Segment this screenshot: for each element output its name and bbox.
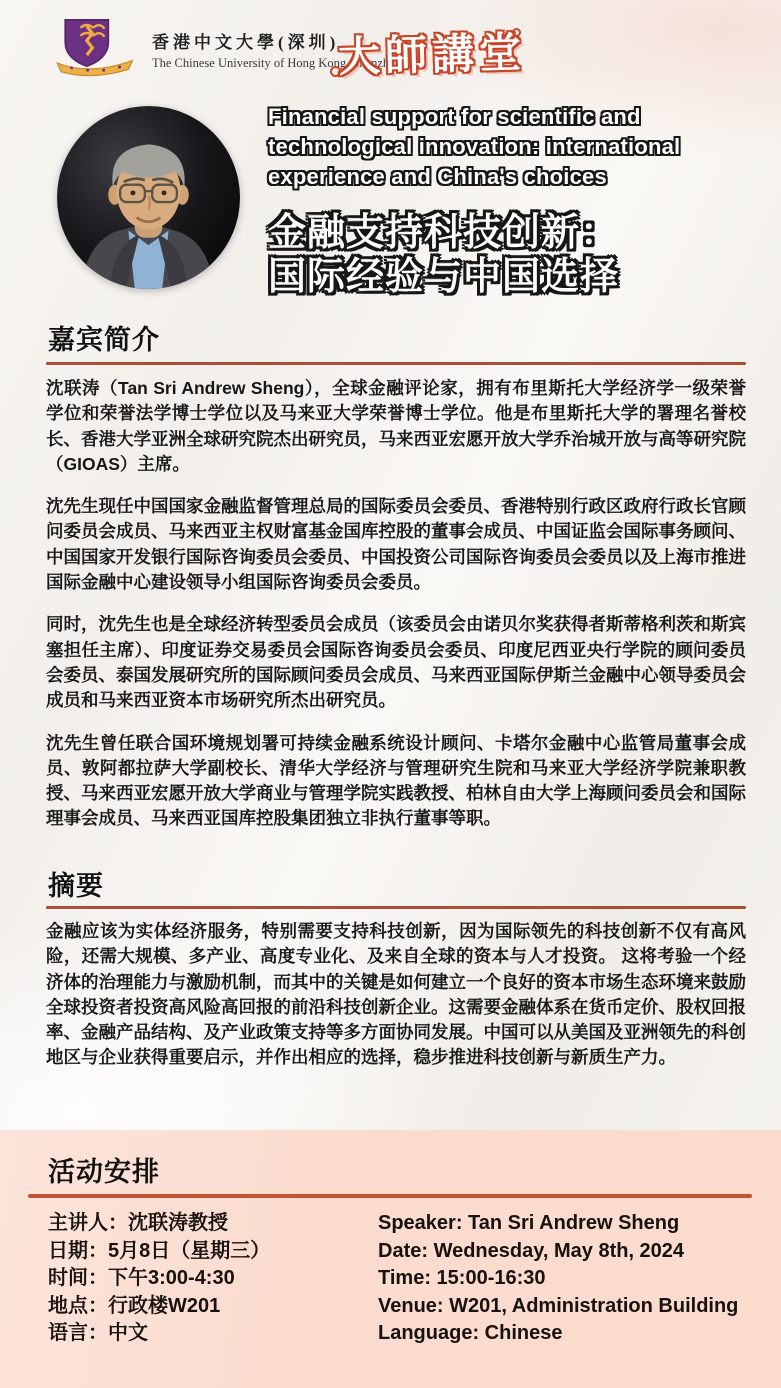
university-name-zh: 香港中文大學(深圳) [152, 33, 340, 52]
schedule-date-en: Date: Wednesday, May 8th, 2024 [378, 1239, 685, 1262]
cuhk-shenzhen-emblem-icon [54, 16, 142, 78]
bio-section-divider [46, 362, 746, 365]
schedule-section-divider [28, 1194, 752, 1198]
master-lecture-series-logo: 大師講堂 [337, 28, 527, 81]
schedule-venue-en: Venue: W201, Administration Building [378, 1294, 739, 1317]
schedule-section-heading: 活动安排 [48, 1157, 160, 1187]
bio-paragraphs [46, 376, 746, 849]
bio-section-heading: 嘉宾简介 [48, 325, 160, 355]
schedule-language-zh: 语言：中文 [48, 1322, 148, 1344]
lecture-title-zh [268, 211, 619, 300]
lecture-title-en [268, 102, 768, 192]
speaker-portrait [57, 106, 240, 289]
schedule-speaker-zh: 主讲人：沈联涛教授 [48, 1212, 228, 1234]
logo-dot-decoration [330, 66, 341, 77]
university-name-en: The Chinese University of Hong Kong, Shenzhen [152, 56, 401, 70]
schedule-details-zh [48, 1210, 270, 1348]
abstract-section-heading: 摘要 [48, 871, 104, 901]
schedule-time-zh: 时间：下午3:00-4:30 [48, 1267, 235, 1289]
title-zh-line: 金融支持科技创新： [268, 212, 620, 254]
title-en-line: technological innovation: international [268, 133, 681, 159]
abstract-paragraph: 金融应该为实体经济服务，特别需要支持科技创新，因为国际领先的科技创新不仅有高风险，还需大规模、多产业、高度专业化、及来自全球的资本与人才投资。 这将考验一个经济体的治理能力与激励机制，而其中的关键是如何建立一个良好的资本市场生态环境来鼓励全球投资者投资高风险高回报的前沿科技创新企业。这需要金融体系在货币定价、股权回报率、金融产品结构、及产业政策支持等多方面协同发展。中国可以从美国及亚洲领先的科创地区与企业获得重要启示，并作出相应的选择，稳步推进科技创新与新质生产力。 [46, 921, 746, 1068]
bio-paragraph: 同时，沈先生也是全球经济转型委员会成员（该委员会由诺贝尔奖获得者斯蒂格利茨和斯宾塞担任主席）、印度证券交易委员会国际咨询委员会委员、印度尼西亚央行学院的顾问委员会委员、泰国发展研究所的国际顾问委员会成员、马来西亚国际伊斯兰金融中心领导委员会成员和马来西亚资本市场研究所杰出研究员。 [46, 614, 746, 711]
bio-paragraph: 沈先生曾任联合国环境规划署可持续金融系统设计顾问、卡塔尔金融中心监管局董事会成员、敦阿都拉萨大学副校长、清华大学经济与管理研究生院和马来亚大学经济学院兼职教授、马来西亚宏愿开放大学商业与管理学院实践教授、柏林自由大学上海顾问委员会和国际理事会成员、马来西亚国库控股集团独立非执行董事等职。 [46, 732, 746, 829]
schedule-venue-zh: 地点：行政楼W201 [48, 1294, 221, 1317]
title-zh-line: 国际经验与中国选择 [268, 256, 620, 299]
abstract-paragraph-wrap [46, 919, 746, 1088]
schedule-time-en: Time: 15:00-16:30 [378, 1267, 546, 1289]
bio-paragraph: 沈先生现任中国国家金融监督管理总局的国际委员会委员、香港特别行政区政府行政长官顾问委员会成员、马来西亚主权财富基金国库控股的董事会成员、中国证监会国际事务顾问、中国国家开发银行国际咨询委员会委员、中国投资公司国际咨询委员会委员以及上海市推进国际金融中心建设领导小组国际咨询委员会委员。 [46, 496, 746, 593]
title-en-line: Financial support for scientific and [268, 104, 641, 129]
schedule-date-zh: 日期：5月8日（星期三） [48, 1239, 271, 1262]
schedule-language-en: Language: Chinese [378, 1322, 563, 1344]
title-en-line: experience and China's choices [268, 163, 607, 189]
abstract-section-divider [46, 906, 746, 909]
logo-sparkle-decoration [512, 28, 521, 37]
schedule-panel [0, 1130, 781, 1388]
bio-paragraph: 沈联涛（Tan Sri Andrew Sheng），全球金融评论家，拥有布里斯托大学经济学一级荣誉学位和荣誉法学博士学位以及马来亚大学荣誉博士学位。他是布里斯托大学的署理名誉校长、香港大学亚洲全球研究院杰出研究员，马来西亚宏愿开放大学乔治城开放与高等研究院（GIOAS）主席。 [46, 378, 746, 474]
schedule-speaker-en: Speaker: Tan Sri Andrew Sheng [378, 1212, 680, 1234]
schedule-details-en [378, 1210, 738, 1348]
